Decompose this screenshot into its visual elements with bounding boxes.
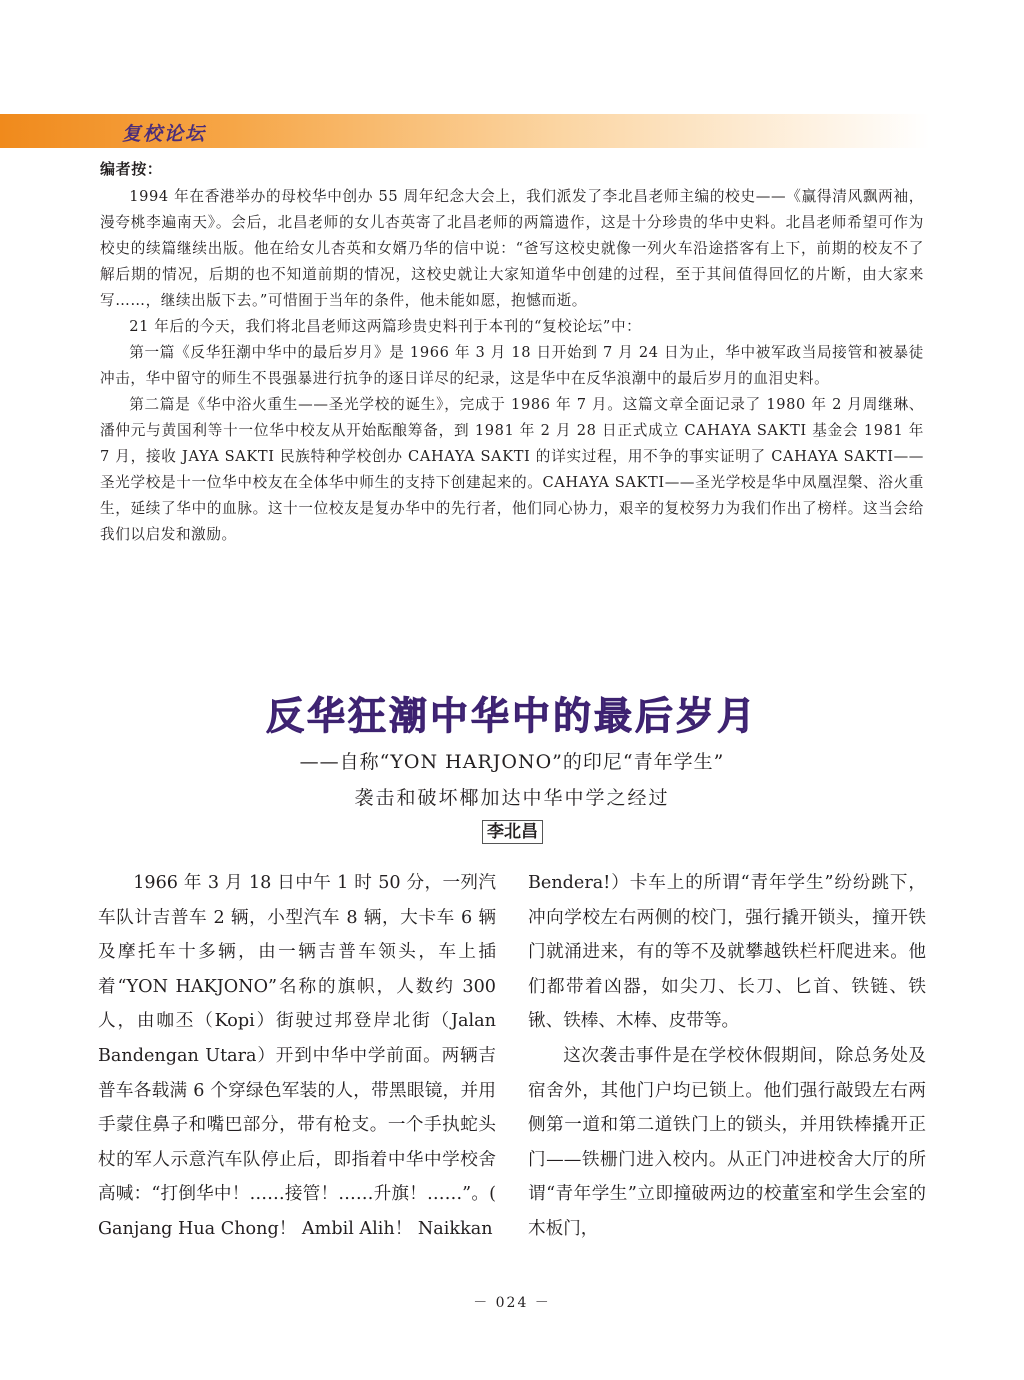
editor-note-label: 编者按： [100,160,163,178]
editor-note-paragraph: 第一篇《反华狂潮中华中的最后岁月》是 1966 年 3 月 18 日开始到 7 月 24 日为止，华中被军政当局接管和被暴徒冲击，华中留守的师生不畏强暴进行抗争的逐日详尽的纪录，这是华中在反华浪潮中的最后岁月的血泪史料。 [100,344,924,387]
article-title: 反华狂潮中华中的最后岁月 [265,694,758,738]
editor-note-paragraph: 21 年后的今天，我们将北昌老师这两篇珍贵史料刊于本刊的“复校论坛”中： [129,318,642,335]
article-paragraph: Bendera!）卡车上的所谓“青年学生”纷纷跳下，冲向学校左右两侧的校门，强行撬开锁头，撞开铁门就涌进来，有的等不及就攀越铁栏杆爬进来。他们都带着凶器，如尖刀、长刀、匕首、铁链、铁锹、铁棒、木棒、皮带等。 [528,873,926,1032]
article-right-column [528,866,926,1247]
article-left-column [98,866,496,1247]
section-title: 复校论坛 [122,123,207,145]
editor-note-paragraph: 第二篇是《华中浴火重生——圣光学校的诞生》，完成于 1986 年 7 月。这篇文章全面记录了 1980 年 2 月周继琳、潘仲元与黄国利等十一位华中校友从开始酝酿筹备，到 1981 年 2 月 28 日正式成立 CAHAYA SAKTI 基金会 1981 年 7 月，接收 JAYA SAKTI 民族特种学校创办 CAHAYA SAKTI 的详实过程，用不争的事实证明了 CAHAYA SAKTI——圣光学校是十一位华中校友在全体华中师生的支持下创建起来的。CAHAYA SAKTI——圣光学校是华中凤凰涅槃、浴火重生，延续了华中的血脉。这十一位校友是复办华中的先行者，他们同心协力，艰辛的复校努力为我们作出了榜样。这当会给我们以启发和激励。 [100,396,924,543]
section-banner [0,114,930,148]
article-subtitle-line2: 袭击和破坏椰加达中华中学之经过 [354,787,670,809]
article-paragraph: 1966 年 3 月 18 日中午 1 时 50 分，一列汽车队计吉普车 2 辆，小型汽车 8 辆，大卡车 6 辆及摩托车十多辆，由一辆吉普车领头，车上插着“YON HAKJONO”名称的旗帜，人数约 300 人，由咖丕（Kopi）街驶过邦登岸北街（Jalan Bandengan Utara）开到中华中学前面。两辆吉普车各载满 6 个穿绿色军装的人，带黑眼镜，并用手蒙住鼻子和嘴巴部分，带有枪支。一个手执蛇头杖的军人示意汽车队停止后，即指着中华中学校舍高喊：“打倒华中！……接管！……升旗！……”。( Ganjang Hua Chong！ Ambil Alih！ Naikkan [98,873,496,1239]
editor-note [100,156,924,548]
article-paragraph: 这次袭击事件是在学校休假期间，除总务处及宿舍外，其他门户均已锁上。他们强行敲毁左右两侧第一道和第二道铁门上的锁头，并用铁棒撬开正门——铁栅门进入校内。从正门冲进校舍大厅的所谓“青年学生”立即撞破两边的校董室和学生会室的木板门， [528,1045,926,1239]
article-author: 李北昌 [482,820,543,844]
page-number: － 024 － [473,1295,551,1311]
editor-note-paragraph: 1994 年在香港举办的母校华中创办 55 周年纪念大会上，我们派发了李北昌老师主编的校史——《赢得清风飘两袖，漫夸桃李遍南天》。会后，北昌老师的女儿杏英寄了北昌老师的两篇遗作，这是十分珍贵的华中史料。北昌老师希望可作为校史的续篇继续出版。他在给女儿杏英和女婿乃华的信中说：“爸写这校史就像一列火车沿途搭客有上下，前期的校友不了解后期的情况，后期的也不知道前期的情况，这校史就让大家知道华中创建的过程，至于其间值得回忆的片断，由大家来写……，继续出版下去。”可惜囿于当年的条件，他未能如愿，抱憾而逝。 [100,188,924,309]
article-subtitle-line1: ——自称“YON HARJONO”的印尼“青年学生” [299,751,725,773]
